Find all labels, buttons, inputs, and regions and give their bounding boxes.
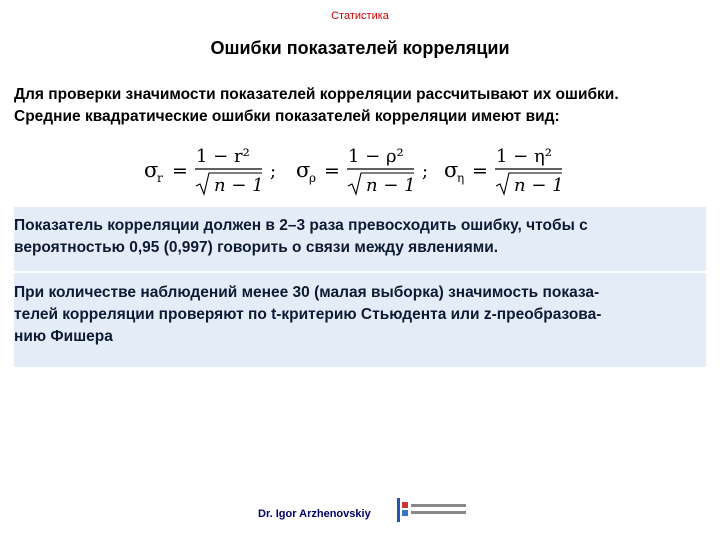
svg-text:=: =	[172, 160, 188, 182]
formula-eta-lhs: σ	[444, 158, 459, 182]
formula-svg	[140, 140, 590, 198]
slide-title: Ошибки показателей корреляции	[210, 38, 510, 58]
formula-eta-sub: η	[457, 171, 465, 185]
paragraph-1	[14, 215, 706, 259]
paragraph2-line-1: При количестве наблюдений менее 30 (малая выборка) значимость показа-	[14, 284, 600, 301]
formula-rho-sub: ρ	[309, 171, 317, 185]
institution-logo-icon	[396, 496, 468, 524]
footer-author: Dr. Igor Arzhenovskiy	[258, 508, 371, 520]
formula-eta-num: 1 − η²	[496, 146, 552, 167]
formula-r-sep: ;	[270, 161, 277, 182]
paragraph-2	[14, 282, 706, 348]
formula-eta	[444, 146, 564, 196]
formula-r-den: n − 1	[214, 175, 264, 196]
svg-text:=: =	[472, 160, 488, 182]
formula-rho-lhs: σ	[296, 158, 311, 182]
intro-line-1: Для проверки значимости показателей корреляции рассчитывают их ошибки.	[14, 86, 619, 103]
formula-rho-sep: ;	[422, 161, 429, 182]
formula-eta-den: n − 1	[514, 175, 564, 196]
formula-rho-num: 1 − ρ²	[348, 146, 404, 167]
paragraph2-line-3: нию Фишера	[14, 328, 113, 345]
intro-line-2: Средние квадратические ошибки показателей корреляции имеют вид:	[14, 108, 560, 125]
intro-text	[14, 84, 714, 128]
slide-header: Статистика	[331, 10, 389, 22]
formula-rho	[296, 146, 428, 196]
formula-r-lhs: σ	[144, 158, 159, 182]
formula-group	[140, 140, 590, 198]
paragraph1-line-1: Показатель корреляции должен в 2–3 раза превосходить ошибку, чтобы с	[14, 217, 588, 234]
formula-rho-den: n − 1	[366, 175, 416, 196]
paragraph2-line-2: телей корреляции проверяют по t-критерию Стьюдента или z-преобразова-	[14, 306, 602, 323]
svg-text:=: =	[324, 160, 340, 182]
formula-r	[144, 146, 276, 196]
formula-r-sub: r	[157, 171, 163, 185]
formula-r-num: 1 − r²	[196, 146, 250, 167]
paragraph1-line-2: вероятностью 0,95 (0,997) говорить о связи между явлениями.	[14, 239, 499, 256]
